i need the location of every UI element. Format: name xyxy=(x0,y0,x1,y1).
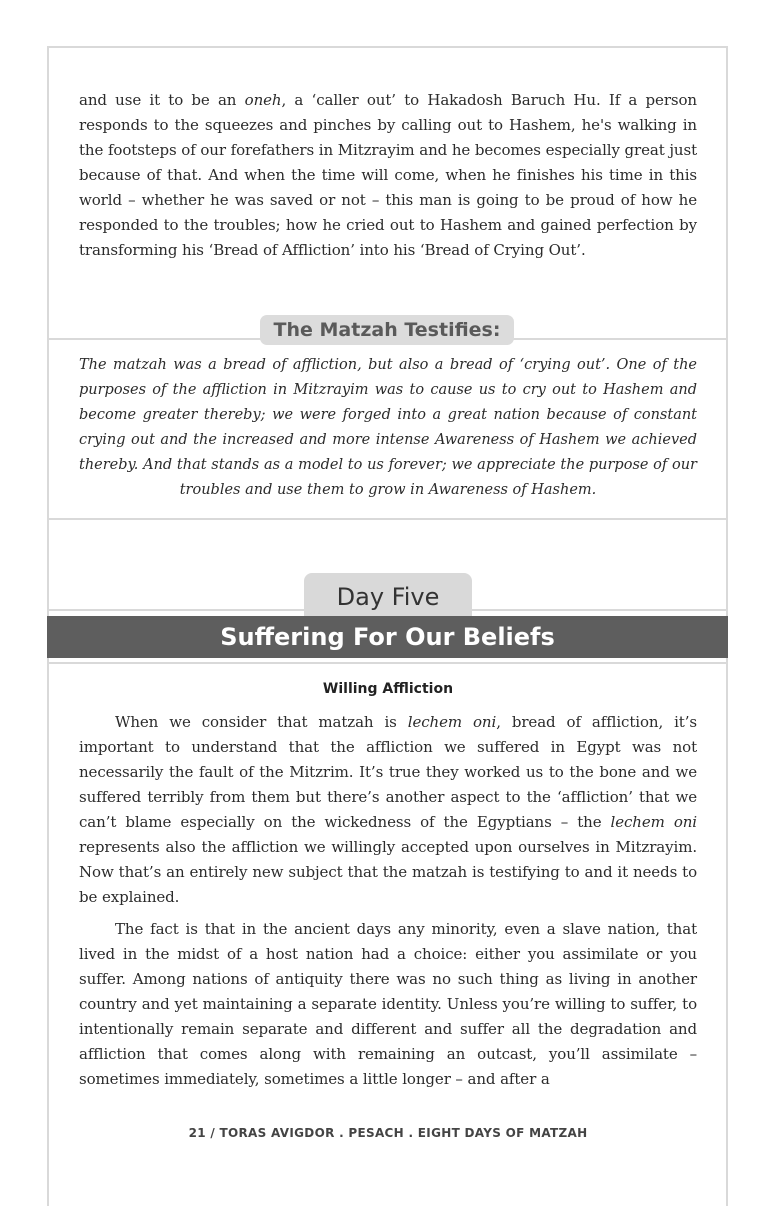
matzah-testifies-label: The Matzah Testifies: xyxy=(260,315,514,345)
intro-paragraph xyxy=(79,88,697,263)
body-paragraph: The fact is that in the ancient days any minority, even a slave nation, that lived in the midst of a host nation had a choice: either you assimilate or you suffer. Among nations of antiquity there was no such thing as living in another country and yet maintaining a separate identity. Unless you’re willing to suffer, to intentionally remain separate and different and suffer all the degradation and affliction that comes along with remaining an outcast, you’ll assimilate – sometimes immediately, sometimes a little longer – and after a xyxy=(79,920,697,1088)
text-run: and use it to be an xyxy=(79,91,245,109)
italic-term: oneh xyxy=(244,91,282,109)
body-paragraph xyxy=(79,710,697,910)
divider xyxy=(47,518,728,520)
text-run: When we consider that matzah is xyxy=(115,713,408,731)
matzah-testifies-text: The matzah was a bread of affliction, but also a bread of ‘crying out’. One of the purposes of the affliction in Mitzrayim was to cause us to cry out to Hashem and become greater thereby; we were forged into a great nation because of constant crying out and the increased and more intense Awareness of Hashem we achieved thereby. And that stands as a model to us forever; we appreciate the purpose of our troubles and use them to grow in Awareness of Hashem. xyxy=(79,357,697,498)
italic-term: lechem oni xyxy=(407,713,497,731)
text-run: , a ‘caller out’ to Hakadosh Baruch Hu. If a person responds to the squeezes and pinches by calling out to Hashem, he's walking in the footsteps of our forefathers in Mitzrayim and he becomes especially great just because of that. And when the time will come, when he finishes his time in this world – whether he was saved or not – this man is going to be proud of how he responded to the troubles; how he cried out to Hashem and gained perfection by transforming his ‘Bread of Affliction’ into his ‘Bread of Crying Out’. xyxy=(79,91,697,259)
text-run: represents also the affliction we willingly accepted upon ourselves in Mitzrayim. Now that’s an entirely new subject that the matzah is testifying to and it needs to be explained. xyxy=(79,838,697,906)
text-run: , bread of affliction, it’s important to understand that the affliction we suffered in Egypt was not necessarily the fault of the Mitzrim. It’s true they worked us to the bone and we suffered terribly from them but there’s another aspect to the ‘affliction’ that we can’t blame especially on the wickedness of the Egyptians – the xyxy=(79,713,698,831)
subheading: Willing Affliction xyxy=(322,681,454,697)
divider xyxy=(47,662,728,664)
section-title: Suffering For Our Beliefs xyxy=(47,616,728,658)
page-footer: 21 / TORAS AVIGDOR . PESACH . EIGHT DAYS OF MATZAH xyxy=(188,1126,588,1140)
italic-term: lechem oni xyxy=(610,813,698,831)
day-label: Day Five xyxy=(304,573,472,617)
